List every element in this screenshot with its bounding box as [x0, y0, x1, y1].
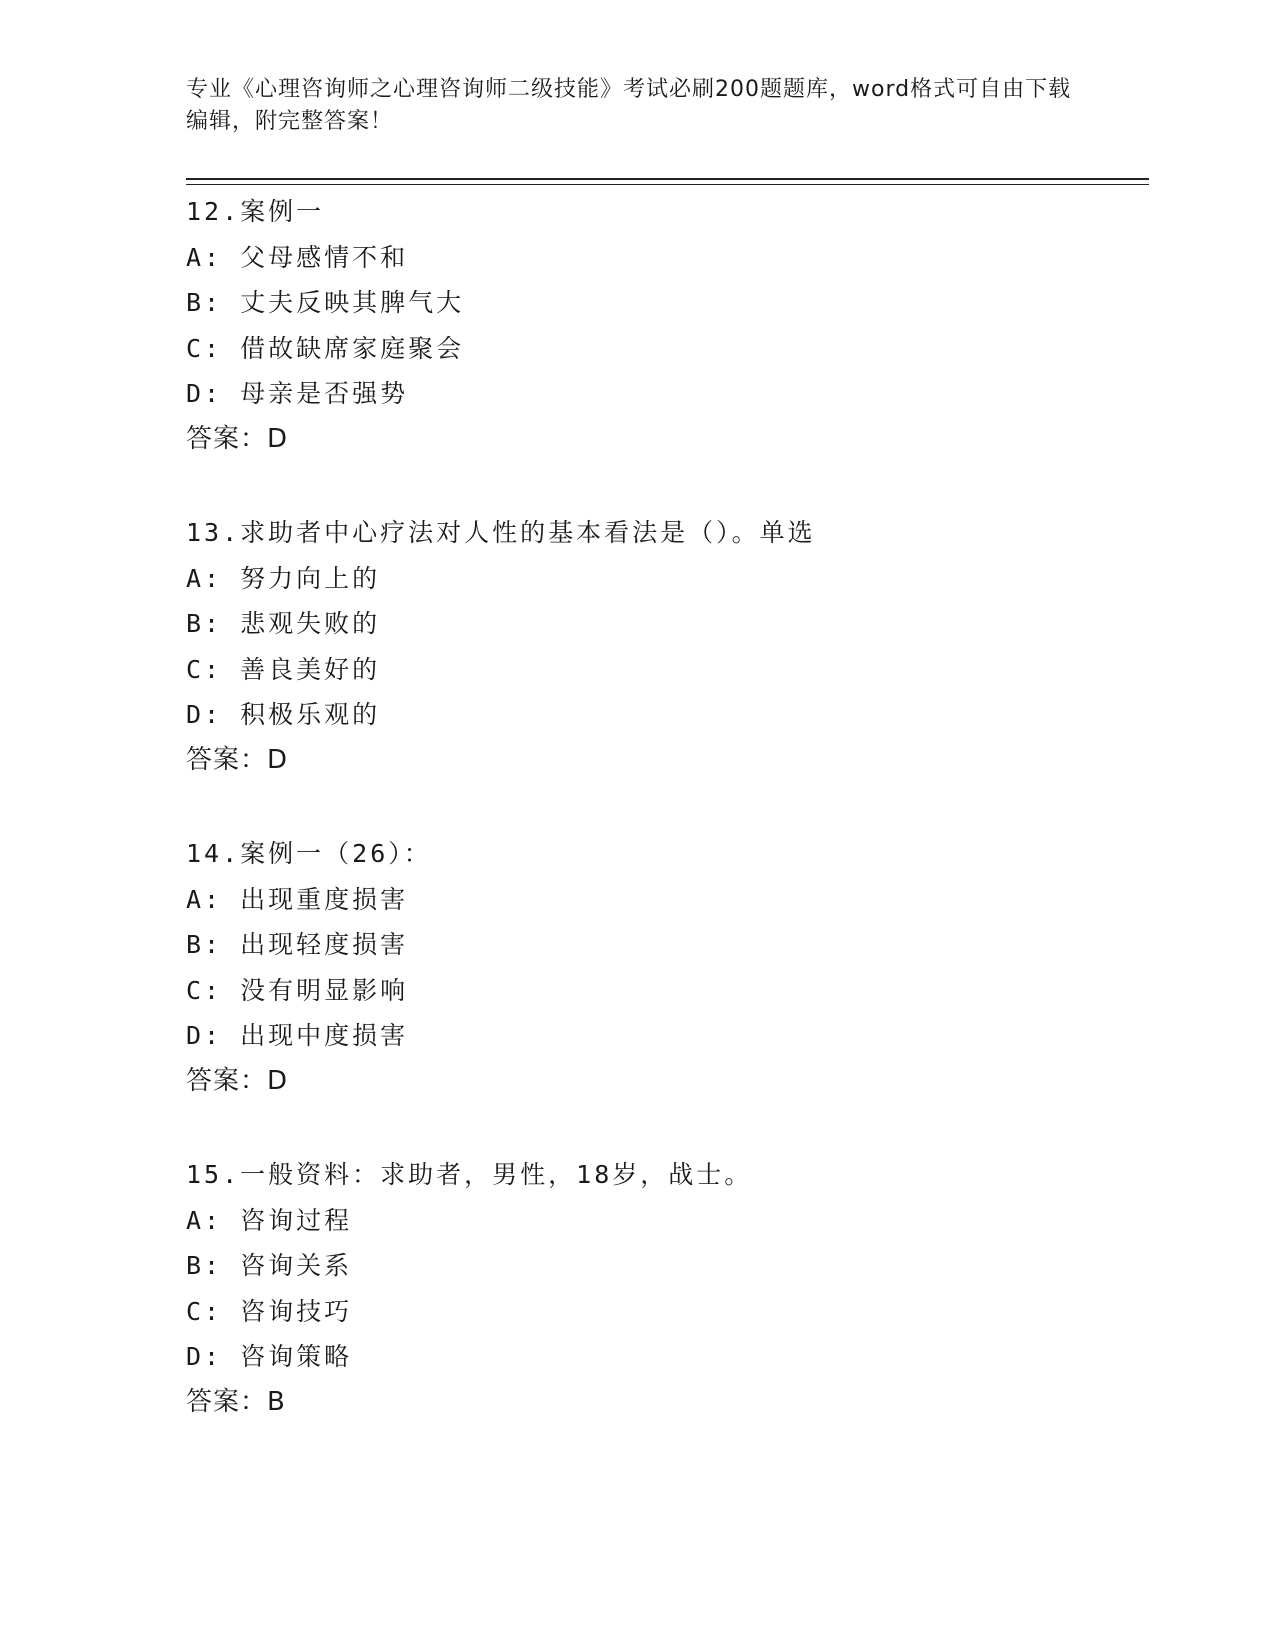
question-list [186, 189, 1149, 1473]
question-stem: 15.一般资料：求助者，男性，18岁，战士。 [186, 1160, 753, 1189]
option-a: A: 出现重度损害 [186, 884, 409, 914]
option-c: C: 借故缺席家庭聚会 [186, 333, 465, 363]
question-15 [186, 1152, 1149, 1425]
option-b: B: 咨询关系 [186, 1251, 353, 1280]
option-b: B: 丈夫反映其脾气大 [186, 288, 465, 317]
question-stem: 14.案例一（26）： [186, 839, 432, 868]
question-12 [186, 189, 1149, 462]
option-d: D: 积极乐观的 [186, 700, 381, 729]
question-stem: 13.求助者中心疗法对人性的基本看法是（）。单选 [186, 518, 816, 547]
header-divider-thick [186, 178, 1149, 180]
answer-line: 答案：D [186, 1065, 289, 1096]
answer-line: 答案：B [186, 1386, 286, 1417]
option-c: C: 善良美好的 [186, 654, 381, 684]
option-c: C: 没有明显影响 [186, 975, 409, 1005]
option-a: A: 咨询过程 [186, 1205, 353, 1235]
document-header: 专业《心理咨询师之心理咨询师二级技能》考试必刷200题题库，word格式可自由下载编辑，附完整答案！ [186, 77, 1072, 134]
option-b: B: 出现轻度损害 [186, 930, 409, 959]
question-stem: 12.案例一 [186, 197, 325, 226]
answer-line: 答案：D [186, 744, 289, 775]
option-d: D: 出现中度损害 [186, 1021, 409, 1050]
option-d: D: 母亲是否强势 [186, 379, 409, 408]
option-b: B: 悲观失败的 [186, 609, 381, 638]
option-a: A: 父母感情不和 [186, 242, 409, 272]
question-13 [186, 510, 1149, 783]
option-c: C: 咨询技巧 [186, 1296, 353, 1326]
header-divider-thin [186, 184, 1149, 185]
answer-line: 答案：D [186, 423, 289, 454]
option-d: D: 咨询策略 [186, 1342, 353, 1371]
option-a: A: 努力向上的 [186, 563, 381, 593]
question-14 [186, 831, 1149, 1104]
